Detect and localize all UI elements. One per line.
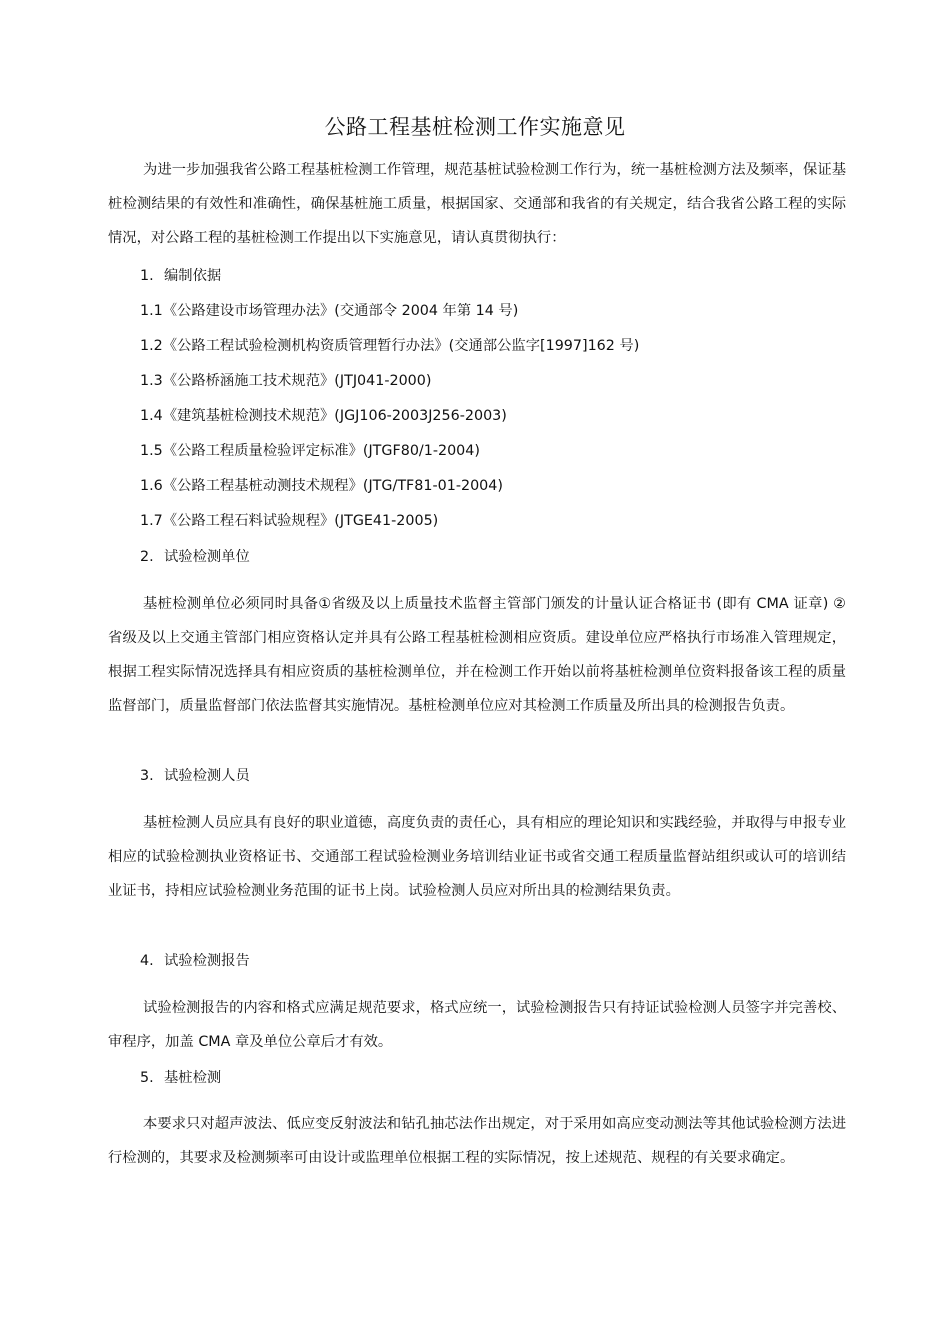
section-3-body: 基桩检测人员应具有良好的职业道德，高度负责的责任心，具有相应的理论知识和实践经验，并取得与申报专业相应的试验检测执业资格证书、交通部工程试验检测业务培训结业证书或省交通工程质量监督站组织或认可的培训结业证书，持相应试验检测业务范围的证书上岗。试验检测人员应对所出具的检测结果负责。 [108, 815, 846, 899]
reference-item-7: 1.7《公路工程石料试验规程》(JTGE41-2005) [140, 513, 439, 529]
section-1-number: 1. [140, 268, 154, 284]
reference-item-2: 1.2《公路工程试验检测机构资质管理暂行办法》(交通部公监字[1997]162 号) [140, 338, 640, 354]
section-4-number: 4. [140, 953, 154, 969]
section-3-heading [140, 759, 250, 793]
section-4-title: 试验检测报告 [164, 953, 250, 969]
intro-paragraph: 为进一步加强我省公路工程基桩检测工作管理，规范基桩试验检测工作行为，统一基桩检测方法及频率，保证基桩检测结果的有效性和准确性，确保基桩施工质量，根据国家、交通部和我省的有关规定，结合我省公路工程的实际情况，对公路工程的基桩检测工作提出以下实施意见，请认真贯彻执行： [108, 162, 846, 246]
document-title: 公路工程基桩检测工作实施意见 [324, 115, 626, 139]
section-5-number: 5. [140, 1070, 154, 1086]
section-2-body: 基桩检测单位必须同时具备①省级及以上质量技术监督主管部门颁发的计量认证合格证书 (即有 CMA 证章) ② 省级及以上交通主管部门相应资格认定并具有公路工程基桩检测相应资质。建设单位应严格执行市场准入管理规定，根据工程实际情况选择具有相应资质的基桩检测单位，并在检测工作开始以前将基桩检测单位资料报备该工程的质量监督部门，质量监督部门依法监督其实施情况。基桩检测单位应对其检测工作质量及所出具的检测报告负责。 [108, 596, 846, 714]
reference-item-1: 1.1《公路建设市场管理办法》(交通部令 2004 年第 14 号) [140, 303, 519, 319]
section-3-title: 试验检测人员 [164, 768, 250, 784]
section-4-heading [140, 944, 250, 978]
section-5-heading [140, 1061, 221, 1095]
section-4-body: 试验检测报告的内容和格式应满足规范要求，格式应统一，试验检测报告只有持证试验检测人员签字并完善校、审程序，加盖 CMA 章及单位公章后才有效。 [108, 1000, 846, 1050]
section-5-body: 本要求只对超声波法、低应变反射波法和钻孔抽芯法作出规定，对于采用如高应变动测法等其他试验检测方法进行检测的，其要求及检测频率可由设计或监理单位根据工程的实际情况，按上述规范、规程的有关要求确定。 [108, 1116, 846, 1166]
reference-item-3: 1.3《公路桥涵施工技术规范》(JTJ041-2000) [140, 373, 432, 389]
section-3-number: 3. [140, 768, 154, 784]
section-1-title: 编制依据 [164, 268, 222, 284]
reference-item-6: 1.6《公路工程基桩动测技术规程》(JTG/TF81-01-2004) [140, 478, 503, 494]
section-1-heading [140, 259, 221, 293]
section-2-heading [140, 540, 250, 574]
section-2-number: 2. [140, 549, 154, 565]
section-5-title: 基桩检测 [164, 1070, 222, 1086]
reference-item-4: 1.4《建筑基桩检测技术规范》(JGJ106-2003J256-2003) [140, 408, 507, 424]
reference-item-5: 1.5《公路工程质量检验评定标准》(JTGF80/1-2004) [140, 443, 480, 459]
section-2-title: 试验检测单位 [164, 549, 250, 565]
